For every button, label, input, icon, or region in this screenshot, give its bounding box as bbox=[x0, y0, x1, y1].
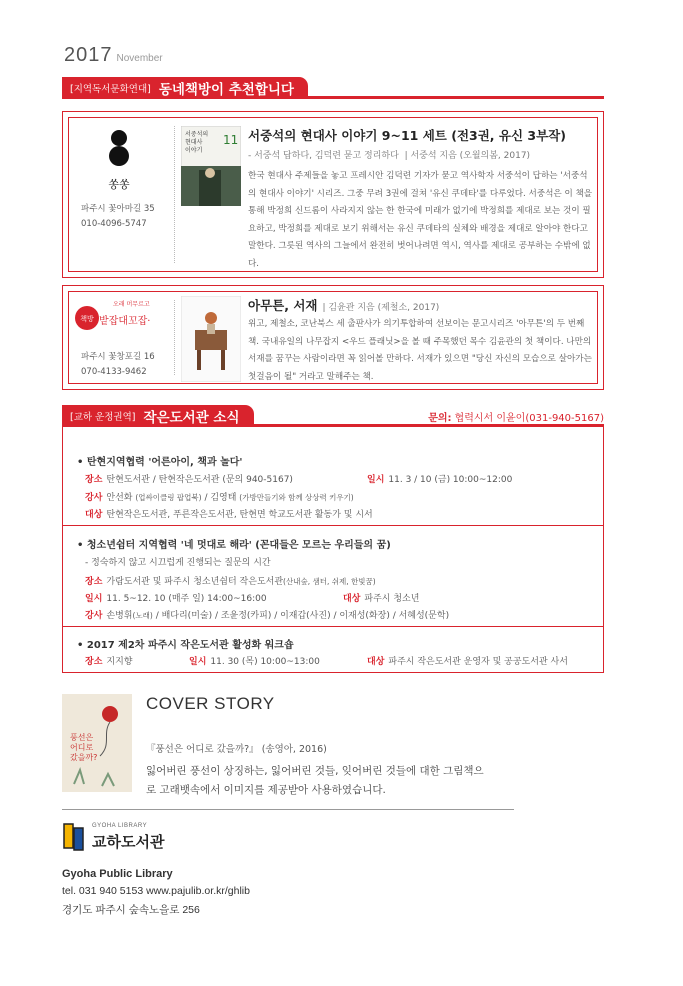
event-lecturer-2: 강사 손병휘(노래) / 배다리(미술) / 조윤정(카피) / 이재갑(사진) / 이재성(화장) / 서혜성(문학) bbox=[85, 611, 450, 621]
cover-story-heading: COVER STORY bbox=[146, 694, 275, 713]
store-address: 파주시 꽃아마길 35 bbox=[81, 204, 155, 214]
svg-text:풍선은: 풍선은 bbox=[70, 733, 94, 742]
event-title-2: • 청소년쉼터 지역협력 '네 멋대로 해라' (꼰대들은 모르는 우리들의 꿈) bbox=[77, 540, 391, 551]
cover-story-image bbox=[62, 694, 132, 792]
event-target-3: 대상 파주시 작은도서관 운영자 및 공공도서관 사서 bbox=[367, 657, 568, 667]
svg-text:이야기: 이야기 bbox=[185, 147, 203, 154]
library-address: 경기도 파주시 숲속노을로 256 bbox=[62, 904, 200, 916]
recommend-card-1 bbox=[62, 111, 604, 278]
library-logo-kr: 교하도서관 bbox=[92, 833, 165, 851]
library-contact: tel. 031 940 5153 www.pajulib.or.kr/ghlib bbox=[62, 885, 250, 897]
event-date-1: 일시 11. 3 / 10 (금) 10:00~12:00 bbox=[367, 475, 513, 485]
section-bar-bookstores bbox=[62, 77, 604, 99]
cover-story-book: 『풍선은 어디로 갔을까?』 (송영아, 2016) bbox=[146, 744, 327, 755]
book-description-2: 위고, 제철소, 코난북스 세 출판사가 의기투합하여 선보이는 문고시리즈 '아무튼'의 두 번째 책. 국내유일의 나무잡지 <우드 플래닛>을 볼 때 주목했던 목수 김윤관의 첫 책이다. 나만의 서재를 꿈꾸는 사람이라면 꼭 읽어볼 만하다. 서재가 있으면 "당신 자신의 모습으로 살아가는 첫걸음이 될" 거라고 말해주는 책. bbox=[248, 319, 592, 382]
issue-year: 2017 bbox=[64, 44, 113, 66]
store-2 bbox=[69, 294, 169, 380]
svg-text:갔을까?: 갔을까? bbox=[70, 753, 98, 762]
book-cover-1 bbox=[181, 126, 241, 206]
cover-story-description: 잃어버린 풍선이 상징하는, 잃어버린 것들, 잊어버린 것들에 대한 그림책으로 고래뱃속에서 이미지를 제공받아 사용하였습니다. bbox=[146, 765, 484, 796]
store-logo-text: 쏭쏭 bbox=[108, 178, 130, 191]
store-phone: 070-4133-9462 bbox=[81, 367, 147, 377]
contact-value: 협력시서 이윤이(031-940-5167) bbox=[454, 413, 604, 424]
event-place-2: 장소 가람도서관 및 파주시 청소년쉼터 작은도서관(산내숲, 샘터, 쉬제, 한빛꿈) bbox=[85, 577, 376, 587]
book-subtitle-1: - 서중석 답하다, 김덕련 묻고 정리하다 | 서중석 지음 (오월의봄, 2017) bbox=[248, 151, 531, 161]
event-date-2: 일시 11. 5~12. 10 (매주 일) 14:00~16:00 bbox=[85, 594, 267, 604]
book-author-2: | 김윤관 지음 (제철소, 2017) bbox=[322, 303, 440, 313]
book-author-1: | 서중석 지음 (오월의봄, 2017) bbox=[404, 151, 531, 161]
section-title: 작은도서관 소식 bbox=[143, 409, 240, 426]
issue-header bbox=[64, 44, 163, 67]
recommend-card-2 bbox=[62, 285, 604, 390]
section-tab bbox=[62, 77, 308, 98]
event-place-3: 장소 지지향 bbox=[85, 657, 133, 667]
event-title-1: • 탄현지역협력 '어른아이, 책과 놀다' bbox=[77, 457, 243, 468]
event-lecturer-1: 강사 안선화 (업싸이클링 팝업북) / 김영태 (가방만들기와 함께 상상력 키우기) bbox=[85, 493, 354, 503]
section-tab bbox=[62, 405, 254, 426]
event-title-3: • 2017 제2차 파주시 작은도서관 활성화 워크숍 bbox=[77, 640, 294, 651]
store-logo bbox=[69, 294, 169, 340]
event-place-1: 장소 탄현도서관 / 탄현작은도서관 (문의 940-5167) bbox=[85, 475, 293, 485]
events-box bbox=[62, 427, 604, 673]
svg-text:어디로: 어디로 bbox=[70, 743, 94, 752]
section-bar-small-libraries bbox=[62, 405, 604, 427]
book-title-2: 아무튼, 서재 | 김윤관 지음 (제철소, 2017) bbox=[248, 298, 440, 313]
event-subtitle-2: - 정숙하지 않고 시끄럽게 진행되는 질문의 시간 bbox=[85, 558, 271, 568]
section-tag: [지역독서문화연대] bbox=[70, 83, 151, 95]
event-target-1: 대상 탄현작은도서관, 푸른작은도서관, 탄현면 학교도서관 활동가 및 시서 bbox=[85, 510, 373, 520]
book-description-1: 한국 현대사 주제들을 놓고 프레시안 김덕련 기자가 묻고 역사학자 서중석이 답하는 '서중석의 현대사 이야기' 시리즈. 그중 무려 3권에 걸쳐 '유신 쿠데타'를 다루었다. 서중석은 이 책을 통해 박정희 신드롬이 사라지지 않는 한 한국에 미래가 없기에 박정희를 제대로 보는 것이 필요하고, 박정희를 제대로 보기 위해서는 유신 쿠데타의 실체와 배경을 제대로 알아야 한다고 말한다. 그릇된 역사의 그늘에서 완전히 벗어나려면 역시, 역사를 제대로 공부하는 수밖에 없다. bbox=[248, 171, 593, 269]
book-title-1: 서중석의 현대사 이야기 9~11 세트 (전3권, 유신 3부작) bbox=[248, 128, 566, 143]
book-cover-2 bbox=[181, 296, 241, 382]
issue-month: November bbox=[116, 53, 163, 64]
store-address: 파주시 꽃창포길 16 bbox=[81, 352, 155, 362]
section-title: 동네책방이 추천합니다 bbox=[158, 81, 294, 98]
store-logo-script: 밭잡대꼬잡· bbox=[99, 316, 151, 327]
library-logo-icon bbox=[62, 822, 86, 852]
svg-text:현대사: 현대사 bbox=[185, 139, 203, 146]
contact-info: 문의: 협력시서 이윤이(031-940-5167) bbox=[428, 413, 604, 424]
library-name: Gyoha Public Library bbox=[62, 868, 173, 880]
svg-text:서중석의: 서중석의 bbox=[185, 131, 209, 138]
store-logo bbox=[69, 126, 169, 196]
store-1 bbox=[69, 126, 169, 232]
store-logo-main: 책방 bbox=[80, 315, 94, 323]
library-logo-en: GYOHA LIBRARY bbox=[92, 823, 148, 829]
event-target-2: 대상 파주시 청소년 bbox=[343, 594, 420, 604]
divider bbox=[62, 809, 514, 810]
svg-text:11: 11 bbox=[223, 133, 239, 147]
event-date-3: 일시 11. 30 (목) 10:00~13:00 bbox=[189, 657, 320, 667]
store-logo-small: 오래 머무르고 bbox=[113, 301, 150, 308]
library-logo bbox=[62, 820, 202, 854]
section-tag: [교하 운정권역] bbox=[70, 411, 136, 423]
store-phone: 010-4096-5747 bbox=[81, 219, 147, 229]
